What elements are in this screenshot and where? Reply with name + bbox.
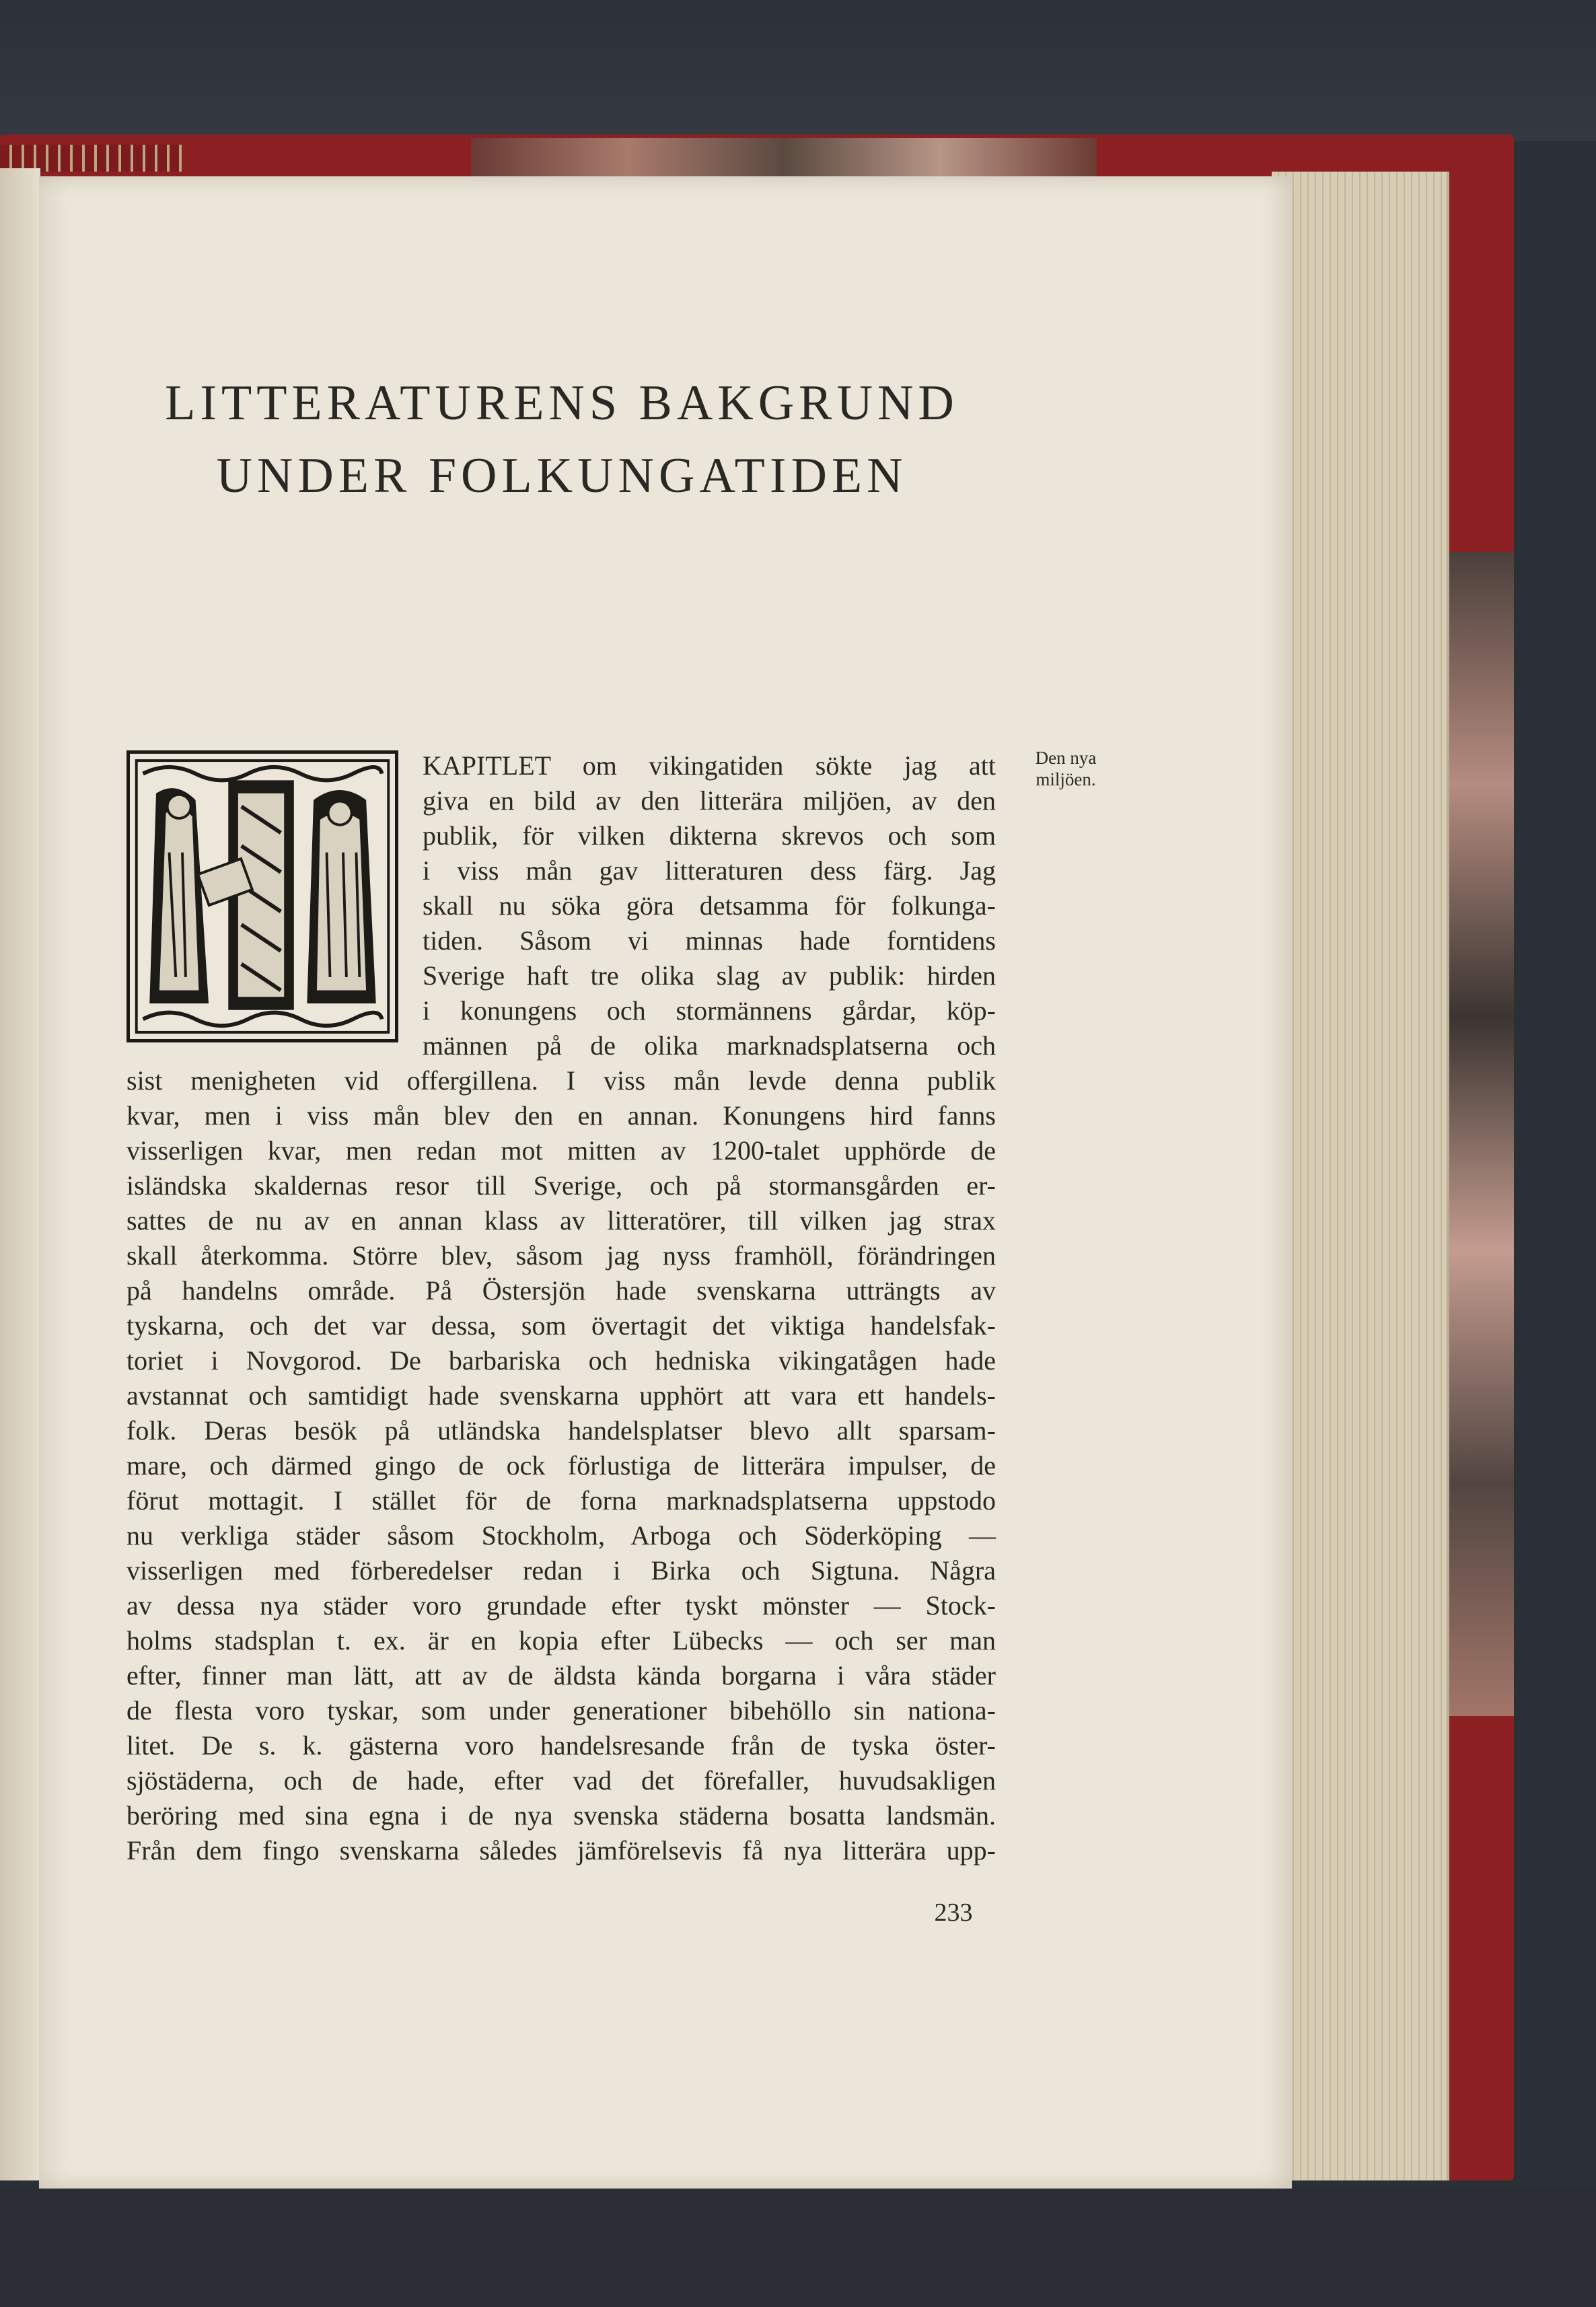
text-line: visserligen med förberedelser redan i Birka och Sigtuna. Några	[126, 1555, 996, 1586]
text-line: giva en bild av den litterära miljöen, av den	[423, 785, 996, 816]
text-line: folk. Deras besök på utländska handelsplatser blevo allt sparsam-	[126, 1415, 996, 1446]
page-number: 233	[934, 1898, 973, 1927]
facing-page-edge	[0, 168, 40, 2180]
text-line: mare, och därmed gingo de ock förlustiga de litterära impulser, de	[126, 1450, 996, 1481]
text-line: avstannat och samtidigt hade svenskarna upphört att vara ett handels-	[126, 1380, 996, 1411]
text-line: Sverige haft tre olika slag av publik: hirden	[423, 960, 996, 991]
text-line: Från dem fingo svenskarna således jämförelsevis få nya litterära upp-	[126, 1835, 996, 1866]
text-line: visserligen kvar, men redan mot mitten av 1200-talet upphörde de	[126, 1135, 996, 1166]
backdrop-bottom	[0, 2187, 1596, 2307]
text-line: sjöstäderna, och de hade, efter vad det förefaller, huvudsakligen	[126, 1765, 996, 1796]
text-line: tiden. Såsom vi minnas hade forntidens	[423, 925, 996, 956]
text-line: isländska skaldernas resor till Sverige, och på stormansgården er-	[126, 1170, 996, 1201]
text-line: skall återkomma. Större blev, såsom jag nyss framhöll, förändringen	[126, 1240, 996, 1271]
woodcut-initial-icon	[126, 750, 398, 1042]
chapter-title	[108, 367, 1016, 512]
text-line: i konungens och stormännens gårdar, köp-	[423, 995, 996, 1026]
text-line: förut mottagit. I stället för de forna marknadsplatserna uppstodo	[126, 1485, 996, 1516]
text-line: holms stadsplan t. ex. är en kopia efter Lübecks — och ser man	[126, 1625, 996, 1656]
cover-marbled-paper	[471, 138, 1097, 178]
text-line: beröring med sina egna i de nya svenska städerna bosatta landsmän.	[126, 1800, 996, 1831]
text-line: efter, finner man lätt, att av de äldsta kända borgarna i våra städer	[126, 1660, 996, 1691]
cover-gilt-strip	[0, 145, 182, 172]
margin-note-line-1: Den nya	[1035, 748, 1097, 768]
page-stack-edge	[1272, 172, 1449, 2180]
text-line: KAPITLET om vikingatiden sökte jag att	[423, 750, 996, 781]
text-line: sattes de nu av en annan klass av litteratörer, till vilken jag strax	[126, 1205, 996, 1236]
text-line: toriet i Novgorod. De barbariska och hedniska vikingatågen hade	[126, 1345, 996, 1376]
chapter-title-line-1: LITTERATURENS BAKGRUND	[165, 376, 959, 431]
chapter-title-line-2: UNDER FOLKUNGATIDEN	[216, 448, 908, 503]
text-line: av dessa nya städer voro grundade efter tyskt mönster — Stock-	[126, 1590, 996, 1621]
text-line: kvar, men i viss mån blev den en annan. Konungens hird fanns	[126, 1100, 996, 1131]
text-line: nu verkliga städer såsom Stockholm, Arboga och Söderköping —	[126, 1520, 996, 1551]
text-line: sist menigheten vid offergillena. I viss mån levde denna publik	[126, 1065, 996, 1096]
text-line: skall nu söka göra detsamma för folkunga-	[423, 890, 996, 921]
margin-note-line-2: miljöen.	[1036, 769, 1096, 789]
backdrop	[0, 0, 1596, 141]
text-line: i viss mån gav litteraturen dess färg. Jag	[423, 855, 996, 886]
text-line: männen på de olika marknadsplatserna och	[423, 1030, 996, 1061]
text-line: publik, för vilken dikterna skrevos och som	[423, 820, 996, 851]
text-line: litet. De s. k. gästerna voro handelsresande från de tyska öster-	[126, 1730, 996, 1761]
text-line: på handelns område. På Östersjön hade svenskarna utträngts av	[126, 1275, 996, 1306]
text-line: tyskarna, och det var dessa, som övertagit det viktiga handelsfak-	[126, 1310, 996, 1341]
text-line: de flesta voro tyskar, som under generationer bibehöllo sin nationa-	[126, 1695, 996, 1726]
margin-note	[1012, 747, 1120, 790]
